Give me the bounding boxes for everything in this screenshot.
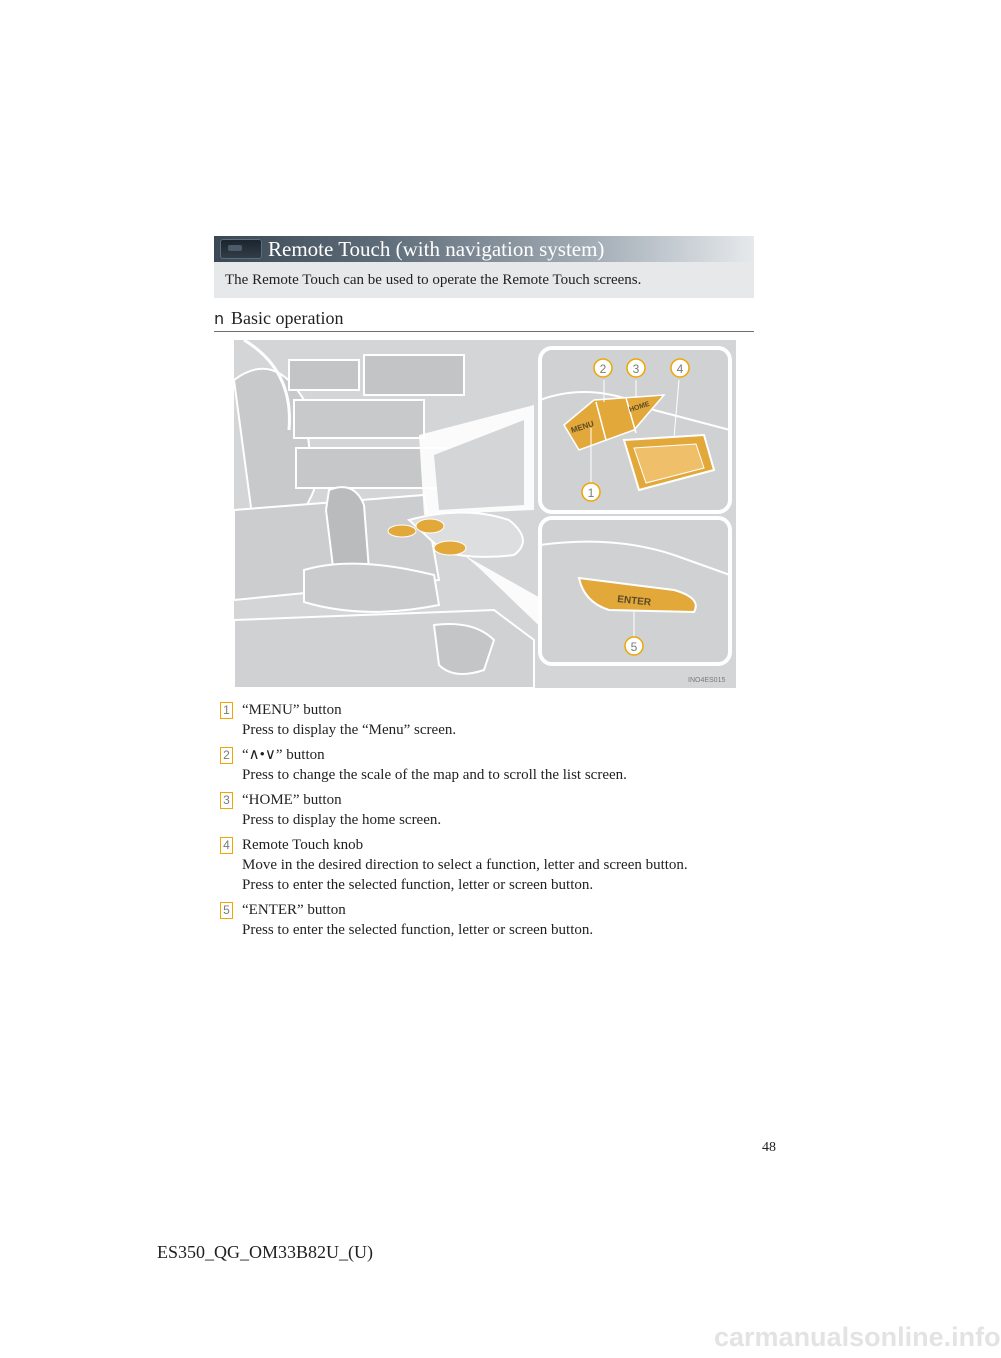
svg-text:4: 4 xyxy=(676,362,684,376)
subheading-bullet: n xyxy=(214,309,225,328)
illustration-code: INO4ES015 xyxy=(688,677,726,684)
item-label: “∧•∨” button xyxy=(242,747,325,763)
callout-2 xyxy=(594,359,612,377)
intro-band xyxy=(214,262,754,298)
watermark: carmanualsonline.info xyxy=(714,1322,1001,1352)
item-description: Move in the desired direction to select a function, letter and screen button. xyxy=(242,857,688,873)
section-title: Remote Touch (with navigation system) xyxy=(268,237,605,261)
callout-4 xyxy=(671,359,689,377)
item-label: “ENTER” button xyxy=(242,902,346,918)
item-description: Press to change the scale of the map and to scroll the list screen. xyxy=(242,767,627,783)
section-header xyxy=(214,236,754,262)
home-button-label: HOME xyxy=(628,400,651,414)
item-number: 2 xyxy=(220,747,233,764)
subheading xyxy=(214,307,754,332)
svg-text:3: 3 xyxy=(632,362,640,376)
item-description: Press to display the home screen. xyxy=(242,812,442,828)
item-description: Press to display the “Menu” screen. xyxy=(242,722,457,738)
item-label: “MENU” button xyxy=(242,702,342,718)
callout-3 xyxy=(627,359,645,377)
menu-button-label: MENU xyxy=(569,419,596,435)
item-label: “HOME” button xyxy=(242,792,342,808)
footer-code: ES350_QG_OM33B82U_(U) xyxy=(157,1242,373,1262)
intro-text: The Remote Touch can be used to operate the Remote Touch screens. xyxy=(225,272,642,288)
item-label: Remote Touch knob xyxy=(242,837,364,853)
page-number: 48 xyxy=(762,1140,776,1155)
svg-text:5: 5 xyxy=(630,640,638,654)
enter-button-label: ENTER xyxy=(616,594,652,609)
callout-1 xyxy=(582,483,600,501)
item-number: 3 xyxy=(220,792,233,809)
subheading-text: Basic operation xyxy=(231,308,344,328)
svg-text:2: 2 xyxy=(599,362,607,376)
remote-touch-illustration xyxy=(234,340,736,688)
item-number: 4 xyxy=(220,837,233,854)
item-description-2: Press to enter the selected function, letter or screen button. xyxy=(242,877,594,893)
item-number: 1 xyxy=(220,702,233,719)
item-number: 5 xyxy=(220,902,233,919)
svg-text:1: 1 xyxy=(587,486,595,500)
callout-5 xyxy=(625,637,643,655)
item-description: Press to enter the selected function, letter or screen button. xyxy=(242,922,594,938)
section-icon xyxy=(220,239,262,259)
